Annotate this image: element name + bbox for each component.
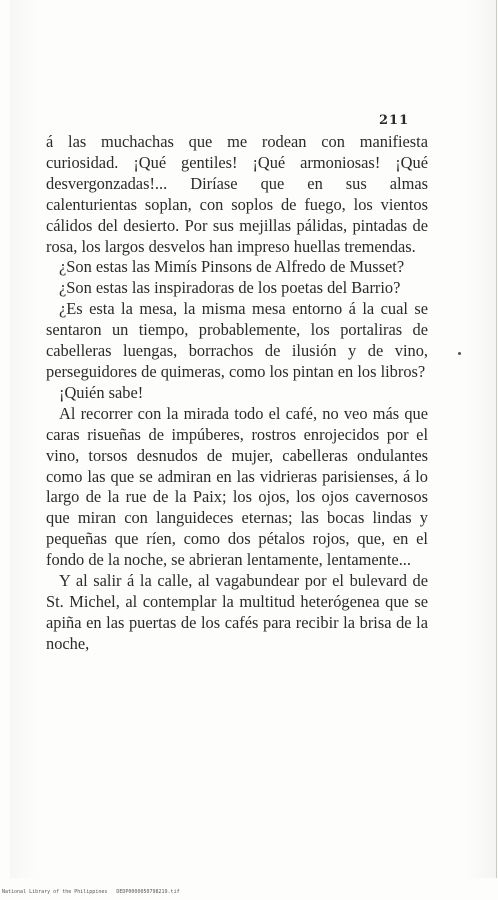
paragraph-question-table: ¿Es esta la mesa, la misma mesa entorno á la cual se sentaron un tiempo, probablemente, los portaliras de cabelleras luengas, borrachos de ilusión y de vino, perseguidores de quimeras, como los pintan en los libros?	[46, 299, 428, 381]
paragraph-question-poets: ¿Son estas las inspiradoras de los poetas del Barrio?	[59, 278, 401, 298]
paragraph-quien-sabe: ¡Quién sabe!	[59, 382, 144, 402]
body-text	[46, 132, 428, 655]
ink-speck	[458, 352, 461, 355]
footer-library: National Library of the Philippines	[2, 889, 108, 895]
paragraph-question-mimis: ¿Son estas las Mimís Pinsons de Alfredo de Musset?	[59, 257, 405, 277]
footer-file-id: DEDP0000050798219.tif	[116, 889, 180, 895]
scan-footer	[2, 889, 180, 895]
paragraph-street: Y al salir á la calle, al vagabundear por el bulevard de St. Michel, al contemplar la multitud heterógenea que se apiña en las puertas de los cafés para recibir la brisa de la noche,	[46, 571, 428, 653]
page-number: 211	[379, 113, 410, 128]
paragraph-continuation: á las muchachas que me rodean con manifiesta curiosidad. ¡Qué gentiles! ¡Qué armoniosas! ¡Qué desvergonzadas!... Diríase que en sus almas calenturientas soplan, con soplos de fuego, los vientos cálidos del desierto. Por sus mejillas pálidas, pintadas de rosa, los largos desvelos han impreso huellas tremendas.	[46, 132, 428, 256]
paragraph-cafe-description: Al recorrer con la mirada todo el café, no veo más que caras risueñas de impúberes, rostros enrojecidos por el vino, torsos desnudos de mujer, cabelleras ondulantes como las que se admiran en las vidrieras parisienses, á lo largo de la rue de la Paix; los ojos, los ojos cavernosos que miran con languideces eternas; las bocas lindas y pequeñas que ríen, como dos pétalos rojos, que, en el fondo de la noche, se abrieran lentamente, lentamente...	[46, 403, 428, 570]
book-page	[10, 0, 497, 878]
